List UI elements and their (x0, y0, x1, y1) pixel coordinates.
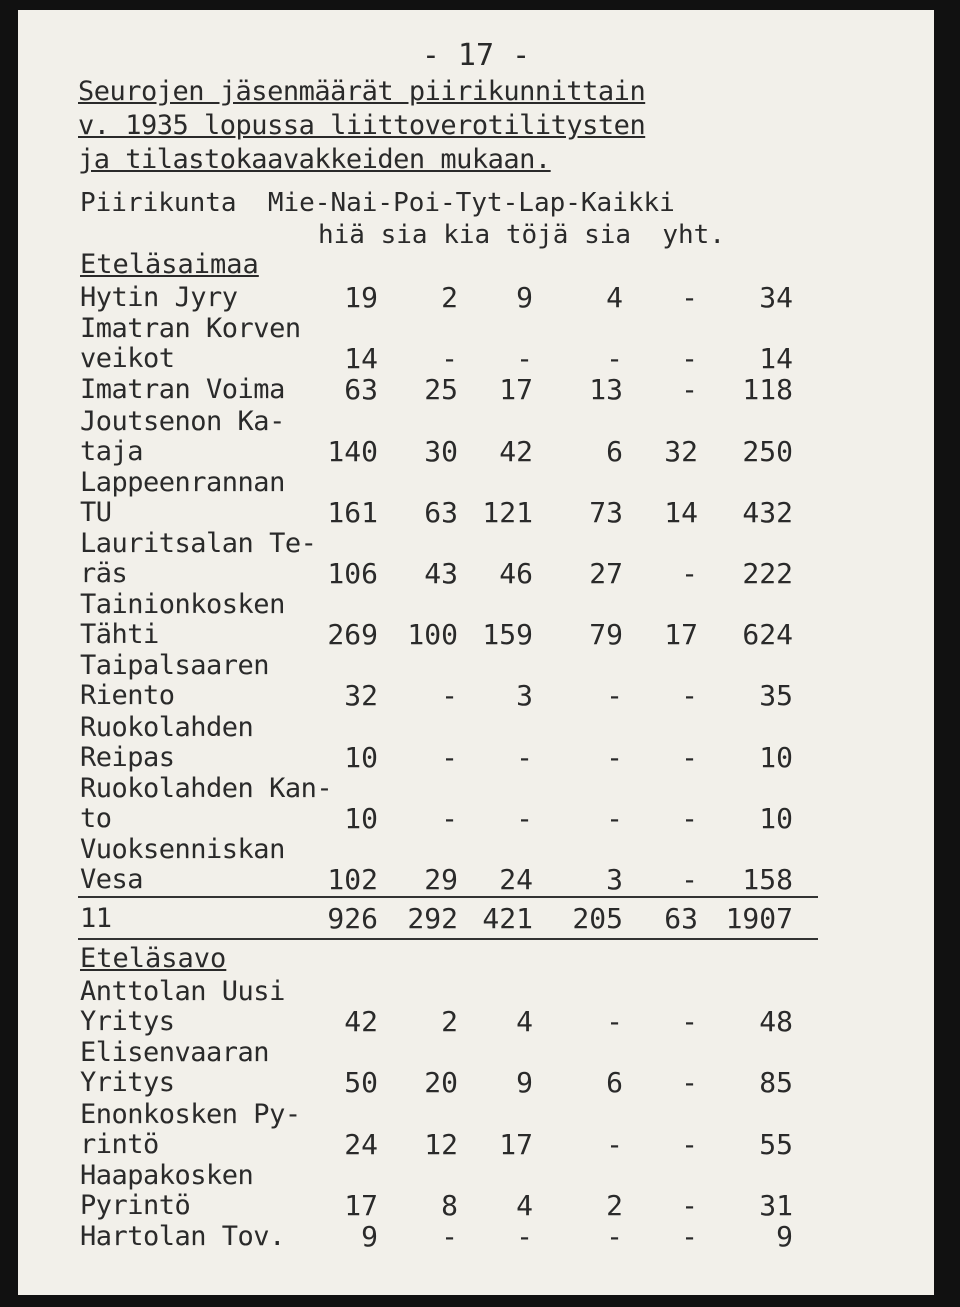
row-value-col-4: - (606, 740, 623, 774)
club-name: Lappeenrannan (80, 466, 285, 498)
column-header-row-2: hiä sia kia töjä sia yht. (318, 220, 725, 250)
row-value-col-1: 17 (344, 1188, 378, 1222)
row-value-col-5: - (681, 557, 698, 590)
row-value-col-6: 35 (759, 679, 793, 713)
row-value-col-3: 46 (499, 557, 533, 590)
row-value-col-2: 29 (424, 863, 458, 896)
row-value-col-5: - (681, 1066, 698, 1100)
row-value-col-6: 55 (759, 1127, 793, 1161)
row-value-col-1: 269 (327, 618, 378, 652)
row-value-col-1: 10 (344, 801, 378, 835)
row-value-col-3: - (516, 342, 533, 376)
club-name: Yritys (80, 1006, 175, 1038)
row-value-col-2: - (441, 801, 458, 835)
row-value-col-1: 9 (361, 1220, 378, 1253)
club-name: Anttolan Uusi (80, 976, 285, 1008)
row-value-col-4: 6 (606, 1066, 623, 1100)
row-value-col-2: 43 (424, 557, 458, 590)
total-rule-top (78, 896, 818, 898)
row-value-col-6: 85 (759, 1066, 793, 1100)
club-name: TU (80, 496, 112, 528)
total-value-col-5: 63 (664, 902, 698, 936)
row-value-col-6: 222 (742, 557, 793, 590)
row-value-col-1: 19 (344, 281, 378, 314)
row-value-col-5: - (681, 281, 698, 314)
row-value-col-3: 17 (499, 1127, 533, 1161)
row-value-col-4: - (606, 1127, 623, 1161)
row-value-col-6: 432 (742, 495, 793, 529)
row-value-col-3: 17 (499, 373, 533, 407)
row-value-col-4: - (606, 1220, 623, 1253)
row-value-col-1: 42 (344, 1005, 378, 1039)
row-value-col-5: 17 (664, 618, 698, 652)
row-value-col-3: 9 (516, 1066, 533, 1100)
row-value-col-5: - (681, 373, 698, 407)
club-name: Imatran Korven (80, 313, 301, 345)
row-value-col-6: 31 (759, 1188, 793, 1222)
section-title-1: Eteläsaimaa (80, 249, 259, 280)
row-value-col-3: 42 (499, 434, 533, 468)
club-name: Lauritsalan Te- (80, 528, 317, 559)
row-value-col-4: 2 (606, 1188, 623, 1222)
total-rule-bottom (78, 938, 818, 940)
total-label: 11 (80, 903, 112, 935)
row-value-col-6: 10 (759, 740, 793, 774)
club-name: Vesa (80, 864, 144, 895)
row-value-col-1: 140 (327, 434, 378, 468)
row-value-col-2: - (441, 679, 458, 713)
row-value-col-4: - (606, 342, 623, 376)
row-value-col-1: 10 (344, 740, 378, 774)
row-value-col-3: 24 (499, 863, 533, 896)
club-name: Ruokolahden Kan- (80, 772, 333, 804)
row-value-col-2: 100 (407, 618, 458, 652)
row-value-col-5: - (681, 801, 698, 835)
club-name: Ruokolahden (80, 711, 254, 743)
row-value-col-3: 4 (516, 1005, 533, 1039)
row-value-col-6: 14 (759, 342, 793, 376)
row-value-col-4: 3 (606, 863, 623, 896)
total-value-col-3: 421 (482, 902, 533, 936)
row-value-col-2: 63 (424, 495, 458, 529)
row-value-col-6: 250 (742, 434, 793, 468)
row-value-col-6: 9 (776, 1220, 793, 1253)
row-value-col-1: 106 (327, 557, 378, 590)
row-value-col-5: - (681, 342, 698, 376)
row-value-col-3: - (516, 801, 533, 835)
row-value-col-3: 159 (482, 618, 533, 652)
row-value-col-4: - (606, 679, 623, 713)
row-value-col-5: - (681, 1188, 698, 1222)
row-value-col-2: 8 (441, 1188, 458, 1222)
row-value-col-4: 13 (589, 373, 623, 407)
row-value-col-2: 25 (424, 373, 458, 407)
club-name: Tähti (80, 619, 159, 651)
row-value-col-1: 32 (344, 679, 378, 713)
column-header-row-1: Piirikunta Mie-Nai-Poi-Tyt-Lap-Kaikki (80, 188, 675, 218)
row-value-col-3: 121 (482, 495, 533, 529)
club-name: räs (80, 558, 128, 589)
row-value-col-2: - (441, 342, 458, 376)
club-name: Pyrintö (80, 1189, 191, 1221)
row-value-col-1: 102 (327, 863, 378, 896)
total-value-col-6: 1907 (725, 902, 793, 936)
club-name: Hartolan Tov. (80, 1221, 285, 1252)
row-value-col-3: - (516, 1220, 533, 1253)
row-value-col-6: 158 (742, 863, 793, 896)
page-number: - 17 - (421, 38, 531, 73)
row-value-col-6: 34 (759, 281, 793, 314)
row-value-col-1: 14 (344, 342, 378, 376)
row-value-col-5: - (681, 1220, 698, 1253)
total-value-col-2: 292 (407, 902, 458, 936)
row-value-col-2: 30 (424, 434, 458, 468)
row-value-col-3: 3 (516, 679, 533, 713)
row-value-col-2: 2 (441, 1005, 458, 1039)
club-name: to (80, 802, 112, 834)
club-name: taja (80, 435, 144, 467)
title-line-2: v. 1935 lopussa liittoverotilitysten (78, 110, 646, 141)
club-name: Enonkosken Py- (80, 1098, 301, 1130)
row-value-col-4: 79 (589, 618, 623, 652)
club-name: Haapakosken (80, 1159, 254, 1191)
row-value-col-2: - (441, 1220, 458, 1253)
club-name: Yritys (80, 1067, 175, 1099)
row-value-col-5: 32 (664, 434, 698, 468)
row-value-col-5: - (681, 1005, 698, 1039)
row-value-col-2: 20 (424, 1066, 458, 1100)
row-value-col-5: - (681, 1127, 698, 1161)
title-line-3: ja tilastokaavakkeiden mukaan. (78, 144, 551, 175)
row-value-col-2: 2 (441, 281, 458, 314)
row-value-col-6: 624 (742, 618, 793, 652)
club-name: Elisenvaaran (80, 1037, 270, 1069)
row-value-col-4: 4 (606, 281, 623, 314)
club-name: veikot (80, 343, 175, 375)
club-name: rintö (80, 1128, 159, 1160)
row-value-col-4: 27 (589, 557, 623, 590)
total-value-col-1: 926 (327, 902, 378, 936)
row-value-col-5: - (681, 679, 698, 713)
row-value-col-4: - (606, 801, 623, 835)
row-value-col-5: - (681, 863, 698, 896)
row-value-col-6: 118 (742, 373, 793, 407)
document-page (18, 10, 934, 1295)
row-value-col-1: 161 (327, 495, 378, 529)
row-value-col-3: 4 (516, 1188, 533, 1222)
row-value-col-4: 6 (606, 434, 623, 468)
row-value-col-1: 63 (344, 373, 378, 407)
club-name: Hytin Jyry (80, 282, 238, 313)
total-value-col-4: 205 (572, 902, 623, 936)
row-value-col-2: - (441, 740, 458, 774)
row-value-col-1: 50 (344, 1066, 378, 1100)
club-name: Imatran Voima (80, 374, 285, 406)
club-name: Reipas (80, 741, 175, 773)
club-name: Taipalsaaren (80, 650, 270, 682)
row-value-col-5: - (681, 740, 698, 774)
row-value-col-4: 73 (589, 495, 623, 529)
row-value-col-1: 24 (344, 1127, 378, 1161)
section-title-2: Eteläsavo (80, 943, 227, 975)
row-value-col-2: 12 (424, 1127, 458, 1161)
club-name: Joutsenon Ka- (80, 405, 285, 437)
club-name: Riento (80, 680, 175, 712)
row-value-col-6: 48 (759, 1005, 793, 1039)
row-value-col-4: - (606, 1005, 623, 1039)
row-value-col-5: 14 (664, 495, 698, 529)
row-value-col-3: 9 (516, 281, 533, 314)
row-value-col-6: 10 (759, 801, 793, 835)
row-value-col-3: - (516, 740, 533, 774)
club-name: Vuoksenniskan (80, 834, 285, 865)
club-name: Tainionkosken (80, 589, 285, 621)
title-line-1: Seurojen jäsenmäärät piirikunnittain (78, 76, 646, 107)
